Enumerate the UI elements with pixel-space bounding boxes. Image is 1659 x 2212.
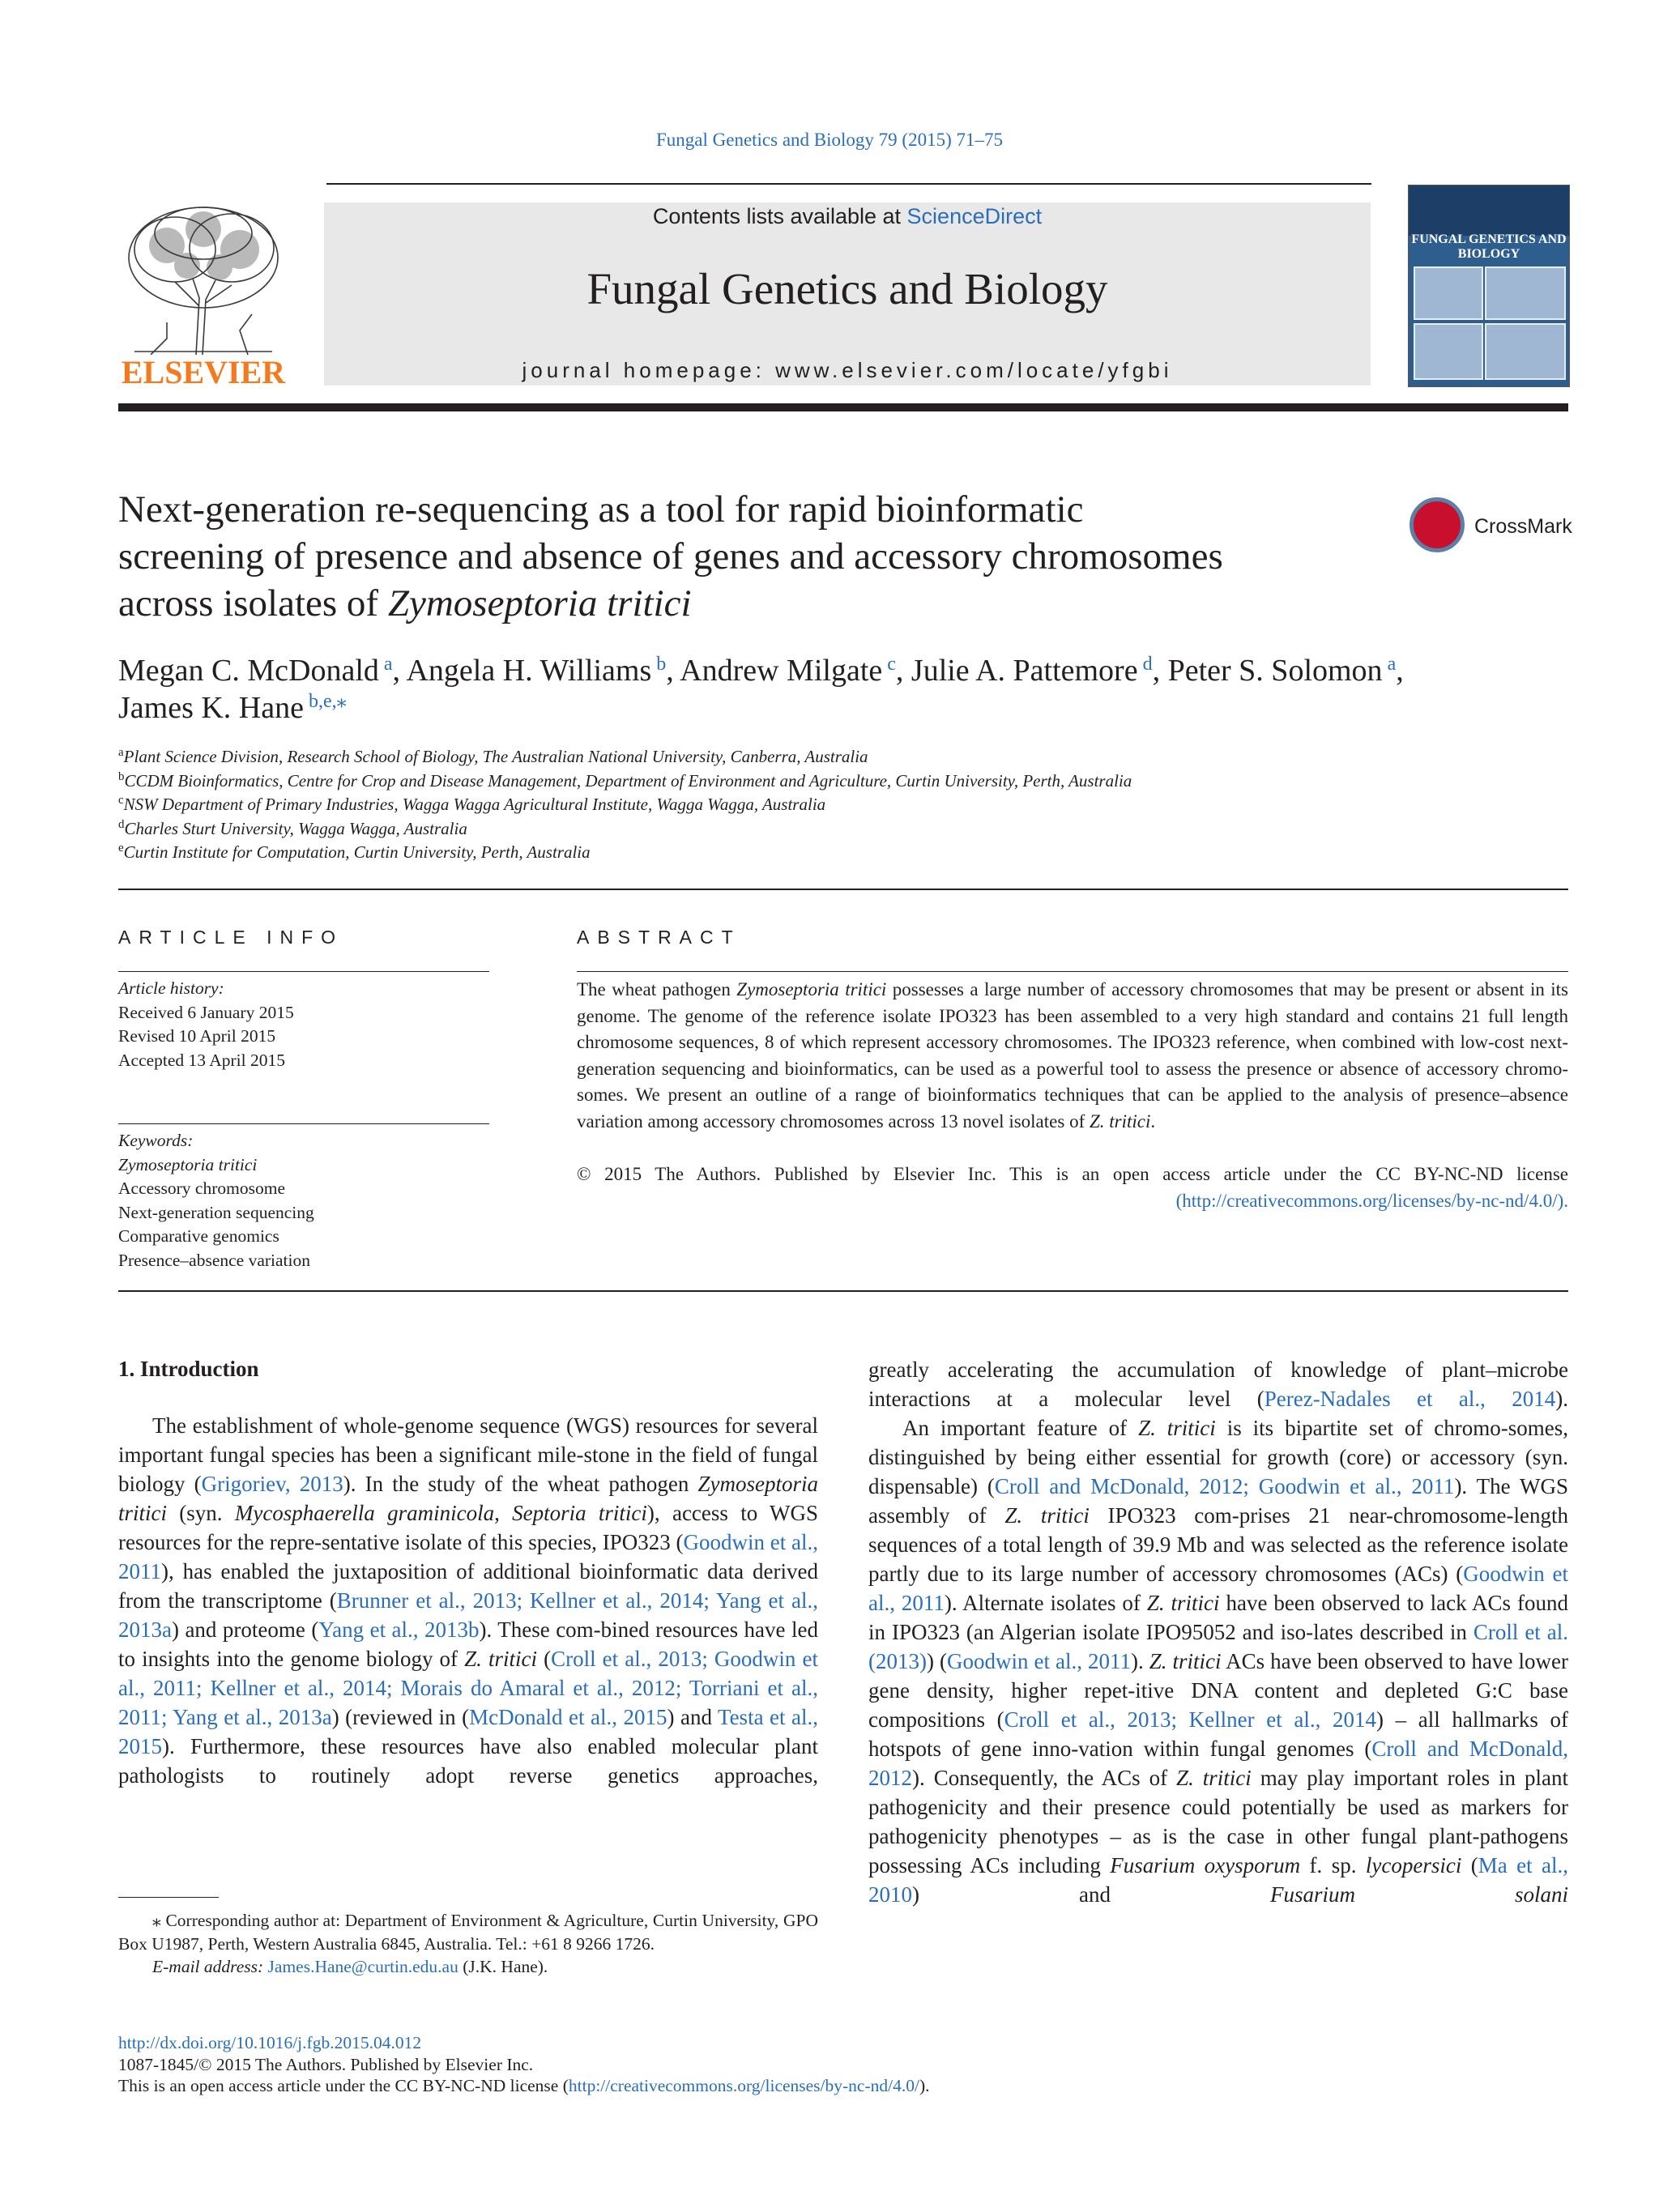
citation-link[interactable]: Croll et al. (2013) xyxy=(868,1620,1568,1673)
author-name: James K. Hane xyxy=(118,691,304,725)
article-info-heading: ARTICLE INFO xyxy=(118,927,344,948)
footer-license-prefix: This is an open access article under the CC BY-NC-ND license ( xyxy=(118,2076,569,2095)
text-run: ) and proteome ( xyxy=(171,1617,319,1642)
abstract-copyright xyxy=(577,1161,1568,1214)
cover-tile xyxy=(1414,323,1483,380)
journal-name: Fungal Genetics and Biology xyxy=(586,264,1108,313)
author-affiliation-marker[interactable]: a xyxy=(378,654,393,675)
homepage-prefix: journal homepage: xyxy=(522,358,776,382)
italic-text: lycopersici xyxy=(1365,1853,1462,1877)
abstract-text-part: possesses a large number of accessory chromosomes that may be present or absent in its genome. The genome of the reference isolate IPO323 has been assembled to a very high standard and contains 21 full length chromosome sequences, 8 of which represent accessory chromosomes. The IPO323 reference, when combined with low-cost next-generation sequencing and bioinformatics, can be used as a powerful tool to assess the presence or absence of accessory chromo-somes. We present an outline of a range of bioinformatics techniques that can be applied to the analysis of presence–absence variation among accessory chromosomes across 13 novel isolates of xyxy=(577,979,1569,1132)
citation-link[interactable]: Goodwin et al., 2011 xyxy=(118,1530,818,1583)
text-run: ). Furthermore, these resources have also enabled molecular plant pathologists to routinely adopt reverse genetics approaches, xyxy=(118,1734,818,1788)
affiliation-text: Curtin Institute for Computation, Curtin University, Perth, Australia xyxy=(123,842,591,862)
author-affiliation-marker[interactable]: c xyxy=(882,654,896,675)
author-affiliation-marker[interactable]: a xyxy=(1382,654,1397,675)
title-species: Zymoseptoria tritici xyxy=(387,582,692,624)
affiliation-text: Plant Science Division, Research School of Biology, The Australian National University, Canberra, Australia xyxy=(123,747,868,766)
italic-text: Z. tritici xyxy=(1004,1503,1090,1528)
info-rule xyxy=(118,971,489,972)
keyword-item: Comparative genomics xyxy=(118,1226,279,1246)
italic-text: Z. tritici xyxy=(1146,1591,1220,1615)
sciencedirect-link[interactable]: ScienceDirect xyxy=(906,204,1043,228)
author-affiliation-marker[interactable]: d xyxy=(1137,654,1153,675)
cover-title: FUNGAL GENETICS AND BIOLOGY xyxy=(1411,232,1567,261)
text-run: ) ( xyxy=(926,1649,947,1673)
keywords xyxy=(118,1129,491,1272)
header-thick-rule xyxy=(118,403,1568,411)
affiliation-key: e xyxy=(118,842,124,855)
affiliation-item xyxy=(118,841,1568,865)
text-run: The establishment of whole-genome sequence (WGS) resources for several important fungal species has been a significant mile-stone in the field of fungal biology ( xyxy=(118,1413,818,1496)
footnote-marker: ⁎ xyxy=(152,1911,161,1930)
affiliation-text: Charles Sturt University, Wagga Wagga, Australia xyxy=(124,818,467,838)
doi-link[interactable]: http://dx.doi.org/10.1016/j.fgb.2015.04.012 xyxy=(118,2033,422,2052)
author-affiliation-marker[interactable]: b,e,⁎ xyxy=(303,691,347,712)
abstract-species: Z. tritici xyxy=(1089,1110,1151,1132)
abstract-text xyxy=(577,977,1568,1135)
affiliation-item xyxy=(118,817,1568,842)
affiliation-text: CCDM Bioinformatics, Centre for Crop and Disease Management, Department of Environment and Agriculture, Curtin University, Perth, Australia xyxy=(124,770,1132,791)
author-separator: , xyxy=(392,654,407,688)
italic-text: Z. tritici xyxy=(1138,1416,1216,1440)
history-label: Article history: xyxy=(118,978,224,998)
corresponding-author-footnote xyxy=(118,1909,818,1979)
homepage-url-link[interactable]: www.elsevier.com/locate/yfgbi xyxy=(775,358,1173,382)
footnote-rule xyxy=(118,1897,219,1898)
author-name: Peter S. Solomon xyxy=(1167,654,1383,688)
text-run: ). These com-bined resources have led to insights into the genome biology of xyxy=(118,1617,818,1671)
citation-link[interactable]: Goodwin et al., 2011 xyxy=(946,1649,1131,1673)
author-separator: , xyxy=(1396,654,1404,688)
text-run: have been observed to lack ACs found in IPO323 (an Algerian isolate IPO95052 and iso-lates described in xyxy=(868,1591,1568,1644)
footnote-email-line xyxy=(118,1955,818,1979)
citation-link[interactable]: Croll et al., 2013; Goodwin et al., 2011; Kellner et al., 2014; Morais do Amaral et al., 2012; Torriani et al., 2011; Yang et al., 2013a xyxy=(118,1647,818,1729)
footer-license-link[interactable]: http://creativecommons.org/licenses/by-nc-nd/4.0/ xyxy=(568,2076,919,2095)
keyword-item: Presence–absence variation xyxy=(118,1250,310,1270)
author-name: Angela H. Williams xyxy=(406,654,652,688)
citation-link[interactable]: Ma et al., 2010 xyxy=(868,1853,1569,1907)
footer-license-suffix: ). xyxy=(919,2076,930,2095)
journal-cover-image[interactable] xyxy=(1408,185,1570,387)
author-list xyxy=(118,652,1568,727)
affiliation-item xyxy=(118,793,1568,817)
issn-line: 1087-1845/© 2015 The Authors. Published by Elsevier Inc. xyxy=(118,2054,534,2074)
cover-tile xyxy=(1485,266,1566,320)
text-run: An important feature of xyxy=(902,1416,1139,1440)
body-paragraph xyxy=(868,1413,1568,1909)
text-run: (syn. xyxy=(167,1501,235,1525)
affiliation-list xyxy=(118,745,1568,865)
author-separator: , xyxy=(666,654,680,688)
affiliation-text: NSW Department of Primary Industries, Wagga Wagga Agricultural Institute, Wagga Wagga, Australia xyxy=(123,795,826,814)
text-run: ). In the study of the wheat pathogen xyxy=(343,1472,698,1496)
affiliation-item xyxy=(118,769,1568,794)
text-run: ) – all hallmarks of hotspots of gene inno-vation within fungal genomes ( xyxy=(868,1707,1569,1761)
citation-link[interactable]: Croll and McDonald, 2012 xyxy=(868,1737,1568,1790)
text-run: ), has enabled the juxtaposition of additional bioinformatic data derived from the transcriptome ( xyxy=(118,1559,818,1613)
abstract-text-part: . xyxy=(1150,1110,1156,1132)
title-line: screening of presence and absence of genes and accessory chromosomes xyxy=(118,535,1223,578)
crossmark-button[interactable] xyxy=(1410,497,1572,557)
text-run: IPO323 com-prises 21 near-chromosome-length sequences of a total length of 39.9 Mb and was selected as the reference isolate partly due to its large number of accessory chromosomes (ACs) ( xyxy=(868,1503,1568,1586)
email-link[interactable]: James.Hane@curtin.edu.au xyxy=(267,1957,458,1976)
text-run: ). Alternate isolates of xyxy=(944,1591,1147,1615)
article-history xyxy=(118,977,491,1072)
italic-text: Fusarium oxysporum xyxy=(1110,1853,1301,1877)
text-run: ) and xyxy=(912,1882,1270,1907)
keyword-item: Next-generation sequencing xyxy=(118,1202,314,1222)
text-run: f. sp. xyxy=(1300,1853,1366,1877)
title-line: Next-generation re-sequencing as a tool for rapid bioinformatic xyxy=(118,488,1084,531)
citation-link[interactable]: Croll et al., 2013; Kellner et al., 2014 xyxy=(1004,1707,1377,1732)
section-rule xyxy=(118,889,1568,890)
text-run: ) (reviewed in ( xyxy=(331,1705,470,1729)
email-label: E-mail address: xyxy=(152,1957,268,1976)
text-run: ) and xyxy=(667,1705,718,1729)
citation-link[interactable]: Perez-Nadales et al., 2014 xyxy=(1264,1387,1556,1411)
affiliation-key: c xyxy=(118,794,124,807)
citation-link[interactable]: Croll and McDonald, 2012; Goodwin et al., 2011 xyxy=(994,1474,1455,1498)
affiliation-key: b xyxy=(118,769,125,783)
body-column-right xyxy=(868,1355,1568,1909)
page-footer xyxy=(118,2032,1568,2097)
keyword-item: Zymoseptoria tritici xyxy=(118,1154,258,1174)
text-run: ). The WGS assembly of xyxy=(868,1474,1569,1528)
author-name: Megan C. McDonald xyxy=(118,654,379,688)
italic-text: Zymoseptoria tritici xyxy=(118,1472,819,1525)
italic-text: Septoria tritici xyxy=(512,1501,647,1525)
license-link[interactable]: (http://creativecommons.org/licenses/by-nc-nd/4.0/). xyxy=(1175,1190,1568,1211)
text-run: ). xyxy=(1131,1649,1149,1673)
footer-license-line xyxy=(118,2075,1568,2097)
citation-link[interactable]: Yang et al., 2013b xyxy=(318,1617,480,1642)
text-run: , xyxy=(494,1501,513,1525)
introduction-heading: 1. Introduction xyxy=(118,1357,259,1381)
crossmark-icon xyxy=(1410,497,1465,552)
contents-prefix: Contents lists available at xyxy=(652,204,907,228)
text-run: ( xyxy=(536,1647,552,1671)
section-rule xyxy=(118,1290,1568,1292)
text-run: greatly accelerating the accumulation of knowledge of plant–microbe interactions at a molecular level ( xyxy=(868,1357,1568,1411)
body-paragraph xyxy=(868,1355,1568,1413)
affiliation-key: d xyxy=(118,817,125,831)
affiliation-item xyxy=(118,745,1568,769)
text-run: is its bipartite set of chromo-somes, distinguished by being either essential for growth (core) or accessory (syn. dispensable) ( xyxy=(868,1416,1568,1498)
citation-link[interactable]: Goodwin et al., 2011 xyxy=(868,1562,1568,1615)
italic-text: Z. tritici xyxy=(1176,1766,1252,1790)
text-run: may play important roles in plant pathogenicity and their presence could potentially be used as markers for pathogenicity phenotypes – as is the case in other fungal plant-pathogens possessing ACs including xyxy=(868,1766,1568,1877)
copyright-line: © 2015 The Authors. Published by Elsevier Inc. This is an open access article under the CC BY-NC-ND license xyxy=(577,1164,1568,1184)
abstract-rule xyxy=(577,971,1568,972)
footnote-body: Corresponding author at: Department of Environment & Agriculture, Curtin University, GPO Box U1987, Perth, Western Australia 6845, Australia. Tel.: +61 8 9266 1726. xyxy=(118,1911,818,1954)
author-separator: , xyxy=(895,654,911,688)
author-name: Andrew Milgate xyxy=(680,654,883,688)
italic-text: Mycosphaerella graminicola xyxy=(234,1501,495,1525)
elsevier-logo[interactable] xyxy=(118,201,288,389)
citation-link[interactable]: McDonald et al., 2015 xyxy=(469,1705,667,1729)
author-affiliation-marker[interactable]: b xyxy=(651,654,667,675)
text-run: ). Consequently, the ACs of xyxy=(912,1766,1177,1790)
body-column-left xyxy=(118,1411,818,1790)
history-item: Accepted 13 April 2015 xyxy=(118,1050,285,1070)
elsevier-wordmark: ELSEVIER xyxy=(121,354,286,390)
footnote-text xyxy=(118,1909,818,1955)
body-paragraph xyxy=(118,1411,818,1790)
journal-homepage-line xyxy=(324,356,1371,384)
contents-line xyxy=(324,202,1371,230)
cover-tile xyxy=(1485,323,1566,380)
text-run: ( xyxy=(1461,1853,1478,1877)
cover-band xyxy=(1409,185,1569,236)
header-rule xyxy=(326,183,1371,185)
affiliation-key: a xyxy=(118,746,124,759)
history-item: Received 6 January 2015 xyxy=(118,1002,294,1022)
keywords-label: Keywords: xyxy=(118,1131,194,1150)
elsevier-tree-icon xyxy=(118,201,288,355)
citation-link[interactable]: Testa et al., 2015 xyxy=(118,1705,818,1758)
article-title xyxy=(118,486,1398,627)
history-item: Revised 10 April 2015 xyxy=(118,1026,276,1046)
title-line xyxy=(118,580,1398,627)
italic-text: Z. tritici xyxy=(1149,1649,1222,1673)
abstract-text-part: The wheat pathogen xyxy=(577,979,737,999)
italic-text: Z. tritici xyxy=(464,1647,537,1671)
abstract-species: Zymoseptoria tritici xyxy=(736,979,887,999)
abstract-heading: ABSTRACT xyxy=(577,927,741,948)
italic-text: Fusarium solani xyxy=(1269,1882,1568,1907)
email-suffix: (J.K. Hane). xyxy=(458,1957,548,1976)
text-run: ), access to WGS resources for the repre-sentative isolate of this species, IPO323 ( xyxy=(118,1501,819,1554)
title-line-prefix: across isolates of xyxy=(118,582,388,624)
info-rule xyxy=(118,1123,489,1124)
crossmark-label: CrossMark xyxy=(1474,515,1572,538)
citation-link[interactable]: Grigoriev, 2013 xyxy=(201,1472,343,1496)
journal-reference-link[interactable]: Fungal Genetics and Biology 79 (2015) 71–75 xyxy=(655,130,1003,150)
author-name: Julie A. Pattemore xyxy=(911,654,1138,688)
text-run: ACs have been observed to have lower gene density, higher repet-itive DNA content and depleted G:C base compositions ( xyxy=(868,1649,1569,1732)
text-run: ). xyxy=(1555,1387,1568,1411)
keyword-item: Accessory chromosome xyxy=(118,1178,285,1198)
cover-tile xyxy=(1414,266,1483,320)
author-separator: , xyxy=(1152,654,1168,688)
citation-link[interactable]: Brunner et al., 2013; Kellner et al., 2014; Yang et al., 2013a xyxy=(118,1588,818,1642)
